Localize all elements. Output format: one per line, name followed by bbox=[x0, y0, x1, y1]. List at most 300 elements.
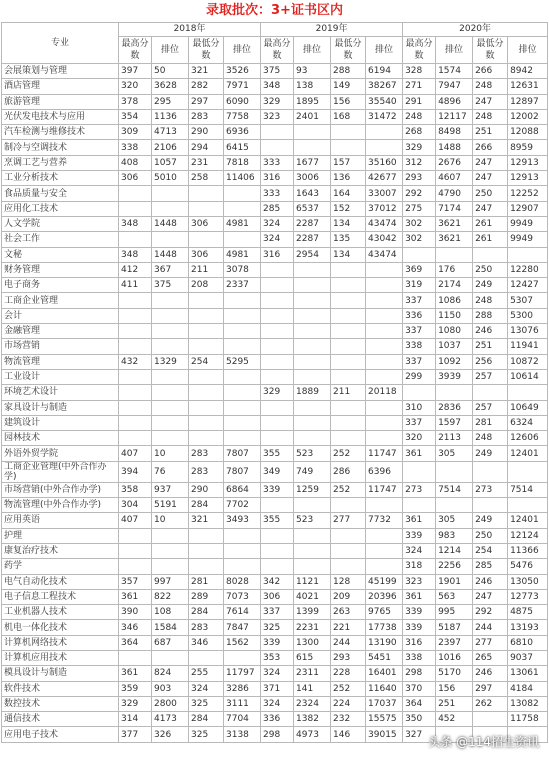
table-cell: 273 bbox=[473, 482, 508, 497]
table-cell bbox=[473, 498, 508, 513]
table-cell bbox=[261, 354, 294, 369]
table-cell: 5010 bbox=[152, 171, 189, 186]
table-cell: 325 bbox=[189, 696, 224, 711]
table-row bbox=[2, 293, 548, 308]
table-cell bbox=[508, 385, 548, 400]
table-cell bbox=[508, 498, 548, 513]
table-cell bbox=[224, 232, 261, 247]
table-cell: 247 bbox=[473, 171, 508, 186]
table-cell: 337 bbox=[261, 605, 294, 620]
table-cell: 324 bbox=[261, 666, 294, 681]
table-cell: 375 bbox=[261, 64, 294, 79]
table-cell bbox=[436, 461, 473, 482]
table-cell: 289 bbox=[189, 589, 224, 604]
table-cell bbox=[294, 369, 331, 384]
table-cell bbox=[189, 232, 224, 247]
table-cell bbox=[152, 543, 189, 558]
table-cell bbox=[366, 125, 403, 140]
table-cell bbox=[189, 186, 224, 201]
table-cell: 5191 bbox=[152, 498, 189, 513]
table-cell: 371 bbox=[261, 681, 294, 696]
table-cell: 2676 bbox=[436, 155, 473, 170]
table-cell bbox=[366, 543, 403, 558]
table-cell bbox=[261, 278, 294, 293]
major-name: 物流管理 bbox=[2, 354, 119, 369]
table-cell: 1329 bbox=[152, 354, 189, 369]
table-cell: 375 bbox=[152, 278, 189, 293]
table-cell: 304 bbox=[119, 498, 152, 513]
table-cell: 251 bbox=[436, 696, 473, 711]
table-cell bbox=[189, 528, 224, 543]
table-cell bbox=[119, 339, 152, 354]
table-row bbox=[2, 171, 548, 186]
table-cell: 7947 bbox=[436, 79, 473, 94]
table-cell: 2287 bbox=[294, 216, 331, 231]
table-cell bbox=[473, 385, 508, 400]
table-cell: 749 bbox=[294, 461, 331, 482]
table-cell bbox=[436, 247, 473, 262]
major-name: 财务管理 bbox=[2, 262, 119, 277]
table-cell: 136 bbox=[331, 171, 366, 186]
header-col: 最高分数 bbox=[119, 37, 152, 64]
table-cell: 452 bbox=[436, 712, 473, 727]
major-name: 物流管理(中外合作办学) bbox=[2, 498, 119, 513]
table-cell bbox=[294, 125, 331, 140]
table-cell: 228 bbox=[331, 666, 366, 681]
table-cell: 346 bbox=[189, 635, 224, 650]
table-cell: 297 bbox=[473, 681, 508, 696]
major-name: 光伏发电技术与应用 bbox=[2, 109, 119, 124]
table-cell: 687 bbox=[152, 635, 189, 650]
table-cell bbox=[261, 415, 294, 430]
table-cell: 4173 bbox=[152, 712, 189, 727]
table-cell: 361 bbox=[403, 513, 436, 528]
table-cell: 2836 bbox=[436, 400, 473, 415]
table-cell: 20396 bbox=[366, 589, 403, 604]
table-row bbox=[2, 498, 548, 513]
table-cell: 1086 bbox=[436, 293, 473, 308]
table-cell: 2800 bbox=[152, 696, 189, 711]
table-cell: 290 bbox=[189, 125, 224, 140]
table-cell: 411 bbox=[119, 278, 152, 293]
header-col: 排位 bbox=[366, 37, 403, 64]
table-cell: 247 bbox=[473, 94, 508, 109]
table-cell bbox=[152, 650, 189, 665]
table-cell bbox=[331, 369, 366, 384]
table-cell: 323 bbox=[261, 109, 294, 124]
table-cell: 12401 bbox=[508, 446, 548, 461]
table-cell: 369 bbox=[403, 262, 436, 277]
table-cell: 5476 bbox=[508, 559, 548, 574]
table-cell: 12002 bbox=[508, 109, 548, 124]
table-cell: 355 bbox=[261, 446, 294, 461]
table-cell: 320 bbox=[403, 431, 436, 446]
table-cell bbox=[403, 461, 436, 482]
table-cell: 11640 bbox=[366, 681, 403, 696]
header-year-2018: 2018年 bbox=[119, 23, 261, 37]
table-cell: 367 bbox=[152, 262, 189, 277]
table-cell bbox=[331, 415, 366, 430]
table-cell: 2287 bbox=[294, 232, 331, 247]
table-cell: 3111 bbox=[224, 696, 261, 711]
table-cell: 2106 bbox=[152, 140, 189, 155]
table-cell: 3526 bbox=[224, 64, 261, 79]
table-cell bbox=[294, 354, 331, 369]
table-cell: 277 bbox=[331, 513, 366, 528]
table-cell: 211 bbox=[331, 385, 366, 400]
table-cell: 302 bbox=[403, 216, 436, 231]
table-cell: 8959 bbox=[508, 140, 548, 155]
table-cell: 8942 bbox=[508, 64, 548, 79]
table-cell bbox=[436, 385, 473, 400]
table-cell bbox=[473, 247, 508, 262]
header-col: 最低分数 bbox=[331, 37, 366, 64]
table-cell: 286 bbox=[331, 461, 366, 482]
table-cell bbox=[366, 431, 403, 446]
table-cell: 12606 bbox=[508, 431, 548, 446]
table-cell: 288 bbox=[473, 308, 508, 323]
table-cell: 8498 bbox=[436, 125, 473, 140]
table-cell: 1488 bbox=[436, 140, 473, 155]
table-cell bbox=[331, 400, 366, 415]
table-cell: 285 bbox=[473, 559, 508, 574]
table-cell bbox=[119, 369, 152, 384]
table-cell: 364 bbox=[119, 635, 152, 650]
table-cell: 1092 bbox=[436, 354, 473, 369]
table-cell bbox=[152, 400, 189, 415]
table-cell: 1643 bbox=[294, 186, 331, 201]
table-cell bbox=[403, 385, 436, 400]
table-cell: 329 bbox=[261, 385, 294, 400]
major-name: 园林技术 bbox=[2, 431, 119, 446]
table-cell: 7514 bbox=[508, 482, 548, 497]
table-cell: 273 bbox=[403, 482, 436, 497]
table-cell bbox=[152, 415, 189, 430]
table-cell: 141 bbox=[294, 681, 331, 696]
table-cell: 9949 bbox=[508, 216, 548, 231]
table-cell: 321 bbox=[189, 64, 224, 79]
table-cell: 266 bbox=[473, 64, 508, 79]
table-cell: 1448 bbox=[152, 216, 189, 231]
table-cell: 5170 bbox=[436, 666, 473, 681]
table-cell bbox=[294, 543, 331, 558]
table-cell: 13082 bbox=[508, 696, 548, 711]
table-cell bbox=[224, 339, 261, 354]
table-cell bbox=[261, 559, 294, 574]
table-cell: 164 bbox=[331, 186, 366, 201]
table-cell: 355 bbox=[261, 513, 294, 528]
table-cell: 297 bbox=[189, 94, 224, 109]
table-cell: 326 bbox=[152, 727, 189, 742]
table-cell bbox=[331, 339, 366, 354]
table-cell bbox=[331, 431, 366, 446]
table-cell bbox=[152, 201, 189, 216]
table-cell: 310 bbox=[403, 400, 436, 415]
major-name: 电子信息工程技术 bbox=[2, 589, 119, 604]
major-name: 家具设计与制造 bbox=[2, 400, 119, 415]
major-name: 食品质量与安全 bbox=[2, 186, 119, 201]
table-cell bbox=[224, 650, 261, 665]
table-cell bbox=[473, 461, 508, 482]
table-cell: 1677 bbox=[294, 155, 331, 170]
table-cell: 319 bbox=[403, 278, 436, 293]
table-cell bbox=[366, 528, 403, 543]
table-cell: 327 bbox=[403, 727, 436, 742]
table-cell bbox=[119, 559, 152, 574]
header-col: 排位 bbox=[152, 37, 189, 64]
table-cell: 283 bbox=[189, 461, 224, 482]
table-cell bbox=[119, 528, 152, 543]
table-cell: 7514 bbox=[436, 482, 473, 497]
major-name: 旅游管理 bbox=[2, 94, 119, 109]
table-cell bbox=[331, 262, 366, 277]
header-col: 排位 bbox=[224, 37, 261, 64]
table-cell: 251 bbox=[473, 339, 508, 354]
table-cell: 9949 bbox=[508, 232, 548, 247]
table-cell: 4790 bbox=[436, 186, 473, 201]
table-cell: 822 bbox=[152, 589, 189, 604]
table-cell: 283 bbox=[189, 446, 224, 461]
table-cell: 339 bbox=[261, 482, 294, 497]
table-row bbox=[2, 559, 548, 574]
table-cell: 12913 bbox=[508, 155, 548, 170]
table-cell: 2324 bbox=[294, 696, 331, 711]
table-cell bbox=[294, 559, 331, 574]
table-cell: 361 bbox=[403, 446, 436, 461]
table-cell: 325 bbox=[261, 620, 294, 635]
table-cell: 244 bbox=[473, 620, 508, 635]
table-cell: 257 bbox=[473, 400, 508, 415]
table-cell: 983 bbox=[436, 528, 473, 543]
table-cell bbox=[119, 385, 152, 400]
table-cell: 306 bbox=[261, 589, 294, 604]
table-cell bbox=[331, 125, 366, 140]
table-cell: 249 bbox=[473, 446, 508, 461]
table-row bbox=[2, 543, 548, 558]
major-name: 数控技术 bbox=[2, 696, 119, 711]
major-name: 制冷与空调技术 bbox=[2, 140, 119, 155]
table-cell: 76 bbox=[152, 461, 189, 482]
table-row bbox=[2, 278, 548, 293]
table-cell bbox=[224, 528, 261, 543]
table-cell bbox=[152, 186, 189, 201]
table-row bbox=[2, 696, 548, 711]
table-cell: 7847 bbox=[224, 620, 261, 635]
table-row bbox=[2, 620, 548, 635]
table-row bbox=[2, 324, 548, 339]
table-cell: 11406 bbox=[224, 171, 261, 186]
table-cell: 275 bbox=[403, 201, 436, 216]
table-cell bbox=[294, 339, 331, 354]
table-cell bbox=[152, 324, 189, 339]
table-cell bbox=[366, 400, 403, 415]
table-cell: 339 bbox=[403, 620, 436, 635]
table-cell: 314 bbox=[119, 712, 152, 727]
table-row bbox=[2, 247, 548, 262]
table-cell: 390 bbox=[119, 605, 152, 620]
table-cell: 4021 bbox=[294, 589, 331, 604]
table-cell: 361 bbox=[119, 589, 152, 604]
table-cell: 333 bbox=[261, 186, 294, 201]
table-cell bbox=[366, 278, 403, 293]
table-cell: 12401 bbox=[508, 513, 548, 528]
table-cell bbox=[152, 232, 189, 247]
table-cell bbox=[403, 247, 436, 262]
table-cell bbox=[119, 543, 152, 558]
header-col: 排位 bbox=[508, 37, 548, 64]
table-cell: 337 bbox=[403, 415, 436, 430]
table-cell: 1057 bbox=[152, 155, 189, 170]
table-cell: 292 bbox=[473, 605, 508, 620]
major-name: 酒店管理 bbox=[2, 79, 119, 94]
table-cell: 12117 bbox=[436, 109, 473, 124]
table-cell: 8028 bbox=[224, 574, 261, 589]
table-cell: 7971 bbox=[224, 79, 261, 94]
major-name: 护理 bbox=[2, 528, 119, 543]
table-cell: 324 bbox=[261, 696, 294, 711]
watermark: 头条 @114招生资讯 bbox=[428, 735, 539, 749]
table-cell: 2174 bbox=[436, 278, 473, 293]
table-cell: 33007 bbox=[366, 186, 403, 201]
table-cell: 249 bbox=[473, 278, 508, 293]
table-cell: 324 bbox=[403, 543, 436, 558]
table-cell bbox=[224, 369, 261, 384]
table-cell: 3493 bbox=[224, 513, 261, 528]
table-cell: 321 bbox=[189, 513, 224, 528]
table-cell: 361 bbox=[403, 589, 436, 604]
table-cell: 338 bbox=[403, 339, 436, 354]
table-cell: 6415 bbox=[224, 140, 261, 155]
table-cell: 93 bbox=[294, 64, 331, 79]
table-cell: 523 bbox=[294, 446, 331, 461]
table-cell bbox=[119, 431, 152, 446]
table-cell: 302 bbox=[403, 232, 436, 247]
table-cell: 13050 bbox=[508, 574, 548, 589]
table-cell: 281 bbox=[473, 415, 508, 430]
table-cell: 336 bbox=[403, 308, 436, 323]
major-name: 文秘 bbox=[2, 247, 119, 262]
table-cell bbox=[331, 308, 366, 323]
table-cell: 282 bbox=[189, 79, 224, 94]
table-cell: 208 bbox=[189, 278, 224, 293]
table-cell: 337 bbox=[403, 293, 436, 308]
table-cell: 261 bbox=[473, 232, 508, 247]
table-cell: 4981 bbox=[224, 247, 261, 262]
table-cell: 6537 bbox=[294, 201, 331, 216]
header-col: 最低分数 bbox=[473, 37, 508, 64]
major-name: 通信技术 bbox=[2, 712, 119, 727]
table-cell: 6864 bbox=[224, 482, 261, 497]
table-cell: 13190 bbox=[366, 635, 403, 650]
table-cell: 7174 bbox=[436, 201, 473, 216]
table-cell: 246 bbox=[473, 666, 508, 681]
table-cell: 11797 bbox=[224, 666, 261, 681]
table-cell: 128 bbox=[331, 574, 366, 589]
table-cell bbox=[189, 369, 224, 384]
table-cell: 9037 bbox=[508, 650, 548, 665]
table-cell: 10872 bbox=[508, 354, 548, 369]
table-cell: 293 bbox=[403, 171, 436, 186]
table-cell: 211 bbox=[189, 262, 224, 277]
table-cell: 35540 bbox=[366, 94, 403, 109]
table-row bbox=[2, 186, 548, 201]
table-cell: 16401 bbox=[366, 666, 403, 681]
table-cell: 299 bbox=[403, 369, 436, 384]
table-cell: 4875 bbox=[508, 605, 548, 620]
table-cell: 134 bbox=[331, 216, 366, 231]
table-cell: 284 bbox=[189, 498, 224, 513]
table-cell: 248 bbox=[403, 109, 436, 124]
table-cell: 357 bbox=[119, 574, 152, 589]
table-row bbox=[2, 650, 548, 665]
table-cell: 364 bbox=[403, 696, 436, 711]
table-cell: 20118 bbox=[366, 385, 403, 400]
table-cell bbox=[119, 293, 152, 308]
table-cell: 13061 bbox=[508, 666, 548, 681]
table-cell: 6194 bbox=[366, 64, 403, 79]
table-cell: 292 bbox=[403, 186, 436, 201]
table-cell: 937 bbox=[152, 482, 189, 497]
table-cell: 250 bbox=[473, 528, 508, 543]
table-cell: 246 bbox=[473, 324, 508, 339]
table-cell: 156 bbox=[331, 94, 366, 109]
table-cell: 324 bbox=[189, 681, 224, 696]
table-cell: 407 bbox=[119, 513, 152, 528]
table-cell: 12088 bbox=[508, 125, 548, 140]
table-cell: 288 bbox=[331, 64, 366, 79]
table-cell bbox=[189, 293, 224, 308]
table-cell bbox=[366, 559, 403, 574]
table-cell bbox=[119, 400, 152, 415]
table-cell: 4973 bbox=[294, 727, 331, 742]
table-cell: 3621 bbox=[436, 216, 473, 231]
table-cell: 3006 bbox=[294, 171, 331, 186]
table-cell: 563 bbox=[436, 589, 473, 604]
table-cell: 350 bbox=[403, 712, 436, 727]
table-cell: 5295 bbox=[224, 354, 261, 369]
table-cell: 45199 bbox=[366, 574, 403, 589]
table-cell: 277 bbox=[473, 635, 508, 650]
major-name: 工业设计 bbox=[2, 369, 119, 384]
table-row bbox=[2, 354, 548, 369]
table-cell: 6324 bbox=[508, 415, 548, 430]
table-row bbox=[2, 155, 548, 170]
table-cell: 348 bbox=[119, 216, 152, 231]
table-row bbox=[2, 605, 548, 620]
table-cell: 337 bbox=[403, 354, 436, 369]
table-cell bbox=[261, 308, 294, 323]
table-cell: 324 bbox=[261, 216, 294, 231]
table-cell: 2401 bbox=[294, 109, 331, 124]
table-cell bbox=[261, 400, 294, 415]
table-cell: 209 bbox=[331, 589, 366, 604]
table-cell bbox=[224, 186, 261, 201]
table-cell bbox=[366, 339, 403, 354]
table-cell: 408 bbox=[119, 155, 152, 170]
header-year-2019: 2019年 bbox=[261, 23, 403, 37]
table-cell bbox=[189, 650, 224, 665]
major-name: 工商企业管理(中外合作办学) bbox=[2, 461, 119, 482]
table-cell: 378 bbox=[119, 94, 152, 109]
table-cell: 7758 bbox=[224, 109, 261, 124]
table-cell: 248 bbox=[473, 293, 508, 308]
table-cell: 266 bbox=[473, 140, 508, 155]
table-cell: 1382 bbox=[294, 712, 331, 727]
table-cell bbox=[366, 293, 403, 308]
table-cell: 6936 bbox=[224, 125, 261, 140]
major-name: 市场营销(中外合作办学) bbox=[2, 482, 119, 497]
table-cell bbox=[119, 232, 152, 247]
